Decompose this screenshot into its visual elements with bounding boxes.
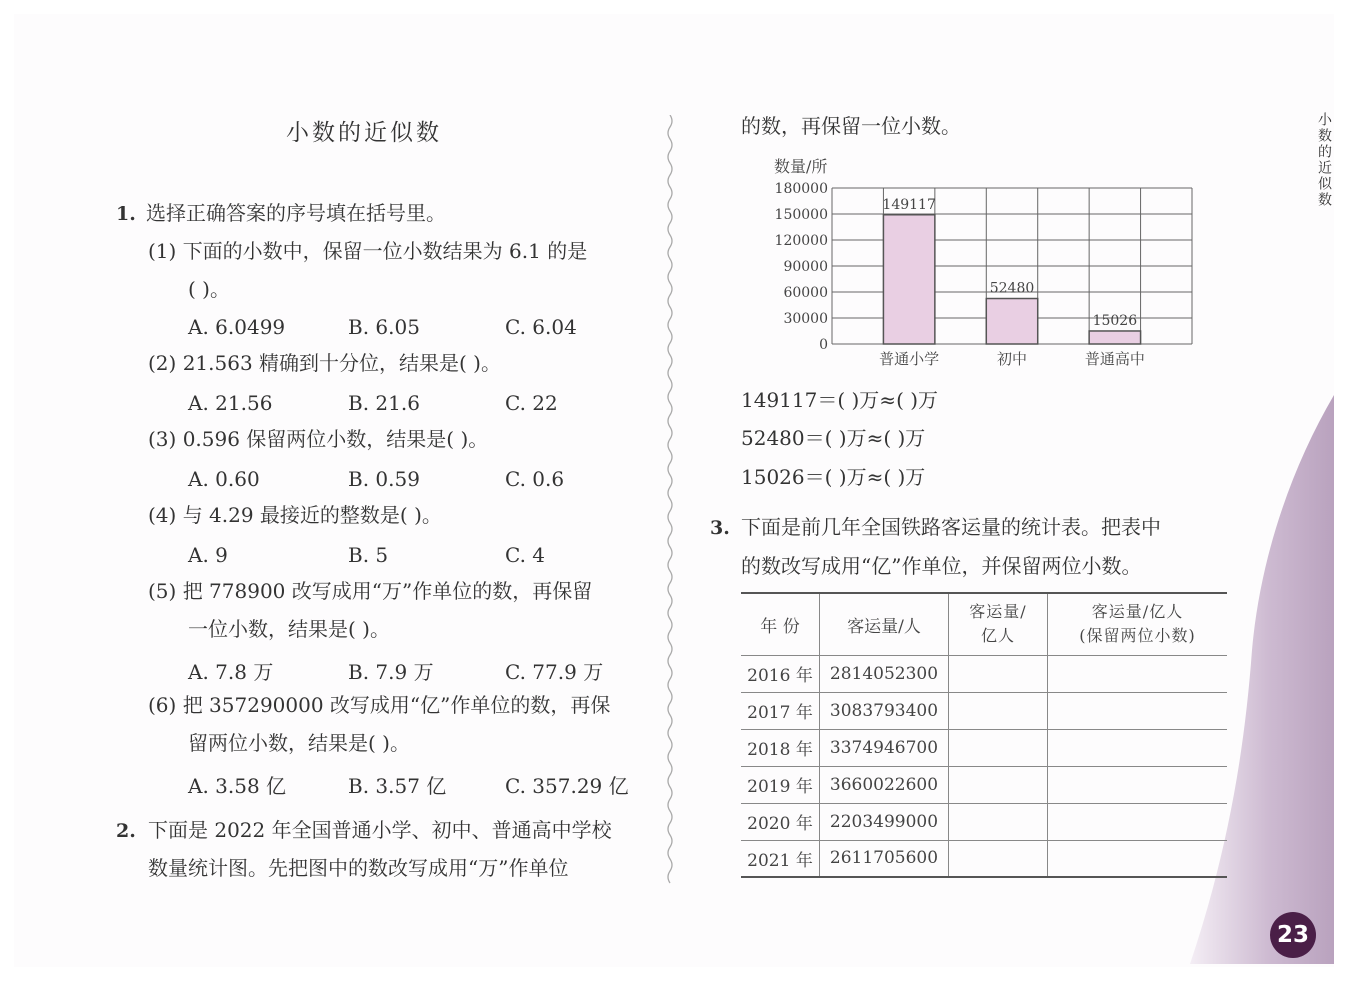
- q1-item-5-option-a[interactable]: A. 7.8 万: [188, 660, 274, 684]
- y-tick-labels: [775, 181, 828, 353]
- q1-item-4-option-b[interactable]: B. 5: [348, 543, 389, 567]
- railway-passenger-table: [741, 592, 1227, 878]
- row-answer-yi[interactable]: [949, 655, 1048, 692]
- q3-text-line-1: 下面是前几年全国铁路客运量的统计表。把表中: [741, 515, 1161, 539]
- chart-bars: [882, 197, 1140, 344]
- row-answer-rounded[interactable]: [1048, 766, 1228, 803]
- header-passengers-yi: [949, 593, 1048, 655]
- page-title: 小数的近似数: [286, 120, 442, 146]
- q1-number: 1.: [116, 203, 136, 225]
- q1-item-5-text: (5) 把 778900 改写成用“万”作单位的数，再保留: [148, 579, 593, 603]
- q1-item-2-option-c[interactable]: C. 22: [505, 391, 558, 415]
- row-answer-rounded[interactable]: [1048, 692, 1228, 729]
- row-answer-yi[interactable]: [949, 729, 1048, 766]
- table-header-row: [741, 593, 1227, 655]
- q2-text-line-2: 数量统计图。先把图中的数改写成用“万”作单位: [148, 856, 569, 880]
- q2-text-line-3: 的数，再保留一位小数。: [741, 114, 961, 138]
- q1-item-2-text[interactable]: (2) 21.563 精确到十分位，结果是( )。: [148, 351, 501, 375]
- row-answer-rounded[interactable]: [1048, 803, 1228, 840]
- row-answer-rounded[interactable]: [1048, 655, 1228, 692]
- q1-item-1-option-a[interactable]: A. 6.0499: [188, 315, 286, 339]
- x-tick-label: 普通高中: [1084, 350, 1145, 368]
- q1-item-5-blank[interactable]: 一位小数，结果是( )。: [188, 617, 390, 641]
- y-tick-label: 150000: [774, 207, 828, 223]
- header-year: 年 份: [741, 593, 820, 655]
- row-answer-yi[interactable]: [949, 766, 1048, 803]
- header-passengers-rounded-line-1: 客运量/亿人: [1091, 602, 1184, 622]
- q1-item-3-option-c[interactable]: C. 0.6: [505, 467, 565, 491]
- q1-instruction: 选择正确答案的序号填在括号里。: [146, 201, 446, 225]
- table-row: [741, 766, 1227, 803]
- q1-item-3-text[interactable]: (3) 0.596 保留两位小数，结果是( )。: [148, 427, 489, 451]
- q2-answer-2[interactable]: 52480＝( )万≈( )万: [741, 426, 926, 450]
- q2-answer-3[interactable]: 15026＝( )万≈( )万: [741, 465, 926, 489]
- q1-item-1-text: (1) 下面的小数中，保留一位小数结果为 6.1 的是: [148, 239, 588, 263]
- q1-item-1-option-b[interactable]: B. 6.05: [348, 315, 420, 339]
- q2-answer-1[interactable]: 149117＝( )万≈( )万: [741, 388, 939, 412]
- row-answer-yi[interactable]: [949, 692, 1048, 729]
- header-passengers-rounded-line-2: (保留两位小数): [1079, 626, 1196, 646]
- row-passengers: 3660022600: [820, 766, 949, 803]
- bar-2: [986, 299, 1037, 344]
- y-tick-label: 120000: [774, 233, 828, 249]
- header-passengers: 客运量/人: [820, 593, 949, 655]
- q1-item-6-option-b[interactable]: B. 3.57 亿: [348, 774, 447, 798]
- row-year: 2020 年: [741, 803, 820, 840]
- side-section-title: 小数的近似数: [1316, 112, 1332, 208]
- header-passengers-rounded: [1048, 593, 1228, 655]
- row-answer-yi[interactable]: [949, 840, 1048, 877]
- bar-value-label: 149117: [882, 196, 936, 213]
- page-number-badge: 23: [1270, 912, 1316, 958]
- bar-3: [1089, 331, 1140, 344]
- row-year: 2021 年: [741, 840, 820, 877]
- q1-item-4-option-a[interactable]: A. 9: [188, 543, 228, 567]
- q1-item-3-option-a[interactable]: A. 0.60: [188, 467, 260, 491]
- row-year: 2016 年: [741, 655, 820, 692]
- table-row: [741, 692, 1227, 729]
- q1-item-1-blank[interactable]: ( )。: [188, 277, 230, 301]
- bar-1: [883, 215, 934, 344]
- row-answer-rounded[interactable]: [1048, 840, 1228, 877]
- row-year: 2018 年: [741, 729, 820, 766]
- school-count-bar-chart: [740, 150, 1210, 375]
- x-tick-label: 普通小学: [879, 350, 940, 368]
- row-passengers: 3374946700: [820, 729, 949, 766]
- q3-number: 3.: [710, 517, 730, 539]
- table-row: [741, 655, 1227, 692]
- bar-value-label: 52480: [989, 280, 1035, 297]
- row-passengers: 2203499000: [820, 803, 949, 840]
- q3-text-line-2: 的数改写成用“亿”作单位，并保留两位小数。: [741, 554, 1142, 578]
- row-passengers: 2814052300: [820, 655, 949, 692]
- q1-item-4-text[interactable]: (4) 与 4.29 最接近的整数是( )。: [148, 503, 442, 527]
- y-tick-label: 180000: [774, 181, 828, 197]
- table-row: [741, 729, 1227, 766]
- q1-item-4-option-c[interactable]: C. 4: [505, 543, 546, 567]
- table-row: [741, 840, 1227, 877]
- bar-value-label: 15026: [1092, 312, 1138, 329]
- q1-item-1-option-c[interactable]: C. 6.04: [505, 315, 577, 339]
- x-tick-labels: [879, 350, 1145, 368]
- q1-item-6-text: (6) 把 357290000 改写成用“亿”作单位的数，再保: [148, 693, 611, 717]
- q1-item-2-option-b[interactable]: B. 21.6: [348, 391, 420, 415]
- y-tick-label: 90000: [783, 259, 828, 275]
- y-tick-label: 60000: [783, 285, 828, 301]
- q2-number: 2.: [116, 820, 136, 842]
- table-row: [741, 803, 1227, 840]
- row-answer-yi[interactable]: [949, 803, 1048, 840]
- q1-item-5-option-b[interactable]: B. 7.9 万: [348, 660, 434, 684]
- row-answer-rounded[interactable]: [1048, 729, 1228, 766]
- q2-text-line-1: 下面是 2022 年全国普通小学、初中、普通高中学校: [148, 818, 612, 842]
- q1-item-5-option-c[interactable]: C. 77.9 万: [505, 660, 604, 684]
- header-passengers-yi-line-2: 亿人: [980, 626, 1015, 646]
- row-year: 2019 年: [741, 766, 820, 803]
- q1-item-2-option-a[interactable]: A. 21.56: [188, 391, 273, 415]
- y-tick-label: 30000: [783, 311, 828, 327]
- row-passengers: 3083793400: [820, 692, 949, 729]
- q1-item-6-option-a[interactable]: A. 3.58 亿: [188, 774, 287, 798]
- y-tick-label: 0: [819, 337, 828, 353]
- header-passengers-yi-line-1: 客运量/: [969, 602, 1027, 622]
- row-passengers: 2611705600: [820, 840, 949, 877]
- column-divider: [660, 115, 680, 905]
- x-tick-label: 初中: [996, 350, 1028, 368]
- row-year: 2017 年: [741, 692, 820, 729]
- q1-item-6-option-c[interactable]: C. 357.29 亿: [505, 774, 629, 798]
- y-axis-label: 数量/所: [774, 157, 828, 176]
- q1-item-6-blank[interactable]: 留两位小数，结果是( )。: [188, 731, 410, 755]
- q1-item-3-option-b[interactable]: B. 0.59: [348, 467, 420, 491]
